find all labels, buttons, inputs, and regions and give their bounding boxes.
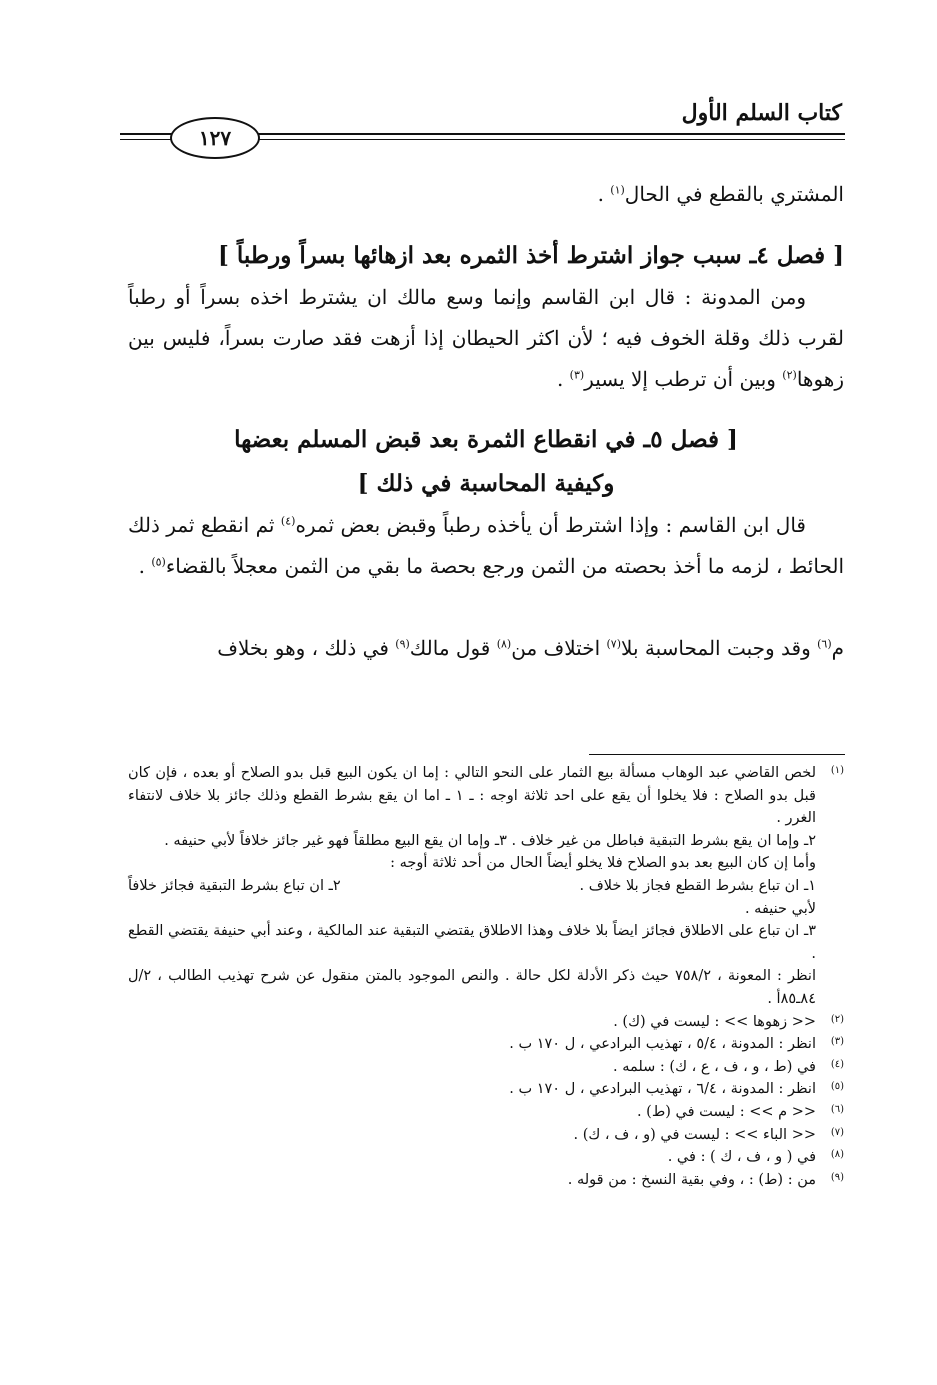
footnote-8: [128, 1146, 844, 1169]
footnote-number: (٧): [830, 1126, 844, 1138]
footnote-ref: (٦): [817, 637, 832, 651]
footnote-1-part-4: [128, 875, 844, 898]
footnote-text: لخص القاضي عبد الوهاب مسألة بيع الثمار على النحو التالي : إما ان يكون البيع قبل بدو الصلاح أو بعده ، فإن كان قبل بدو الصلاح : فلا يخلوا أن يقع على احد ثلاثة اوجه : ـ ١ ـ اما ان يقع بشرط القطع وذلك جائز بلا خلاف لانتفاء الغرر .: [128, 765, 816, 827]
chapter-heading-5: [128, 418, 844, 506]
footnote-number: (٦): [830, 1103, 844, 1115]
footnote-ref: (٥): [151, 555, 166, 569]
body-text: اختلاف من: [511, 636, 607, 660]
footnote-ref: (٨): [496, 637, 512, 651]
footnote-number: (٩): [830, 1171, 844, 1183]
body-text: .: [556, 367, 570, 391]
footnote-2: [128, 1011, 844, 1034]
footnote-5: [128, 1078, 844, 1101]
footnote-1-part-5: ٣ـ ان تباع على الاطلاق فجائز ايضاً بلا خلاف وهذا الاطلاق يقتضي التبقية عند المالكية ، وعند أبي حنيفة يقتضي القطع .: [128, 923, 816, 962]
paragraph-4: [128, 628, 844, 669]
footnote-ref: (٩): [395, 637, 410, 651]
footnote-ref: (٢): [782, 368, 797, 382]
chapter-heading-5-line1: [ فصل ٥ـ في انقطاع الثمرة بعد قبض المسلم بعضها: [234, 426, 738, 453]
footnote-number: (٨): [830, 1149, 844, 1161]
footnote-ref: (٧): [606, 637, 622, 651]
footnote-text: في (ط ، و ، ف ، ع ، ك) : سلمه .: [612, 1058, 816, 1075]
body-line-continuation: [128, 174, 844, 215]
paragraph-3: [128, 505, 844, 587]
footnote-text: << زهوها >> : ليست في (ك) .: [613, 1013, 816, 1030]
body-text: في ذلك ، وهو بخلاف: [217, 636, 396, 660]
footnote-number: (٣): [830, 1036, 844, 1048]
footnote-text: انظر : المدونة ، ٥/٤ ، تهذيب البرادعي ، ل ١٧٠ ب .: [509, 1036, 816, 1053]
footnote-number: (٥): [830, 1081, 844, 1093]
footnote-text: << الباء >> : ليست في (و ، ف ، ك) .: [573, 1126, 816, 1143]
chapter-heading-4: [ فصل ٤ـ سبب جواز اشترط أخذ الثمره بعد ازهائها بسراً ورطباً ]: [217, 242, 844, 269]
body-text: وبين أن ترطب إلا يسير: [584, 367, 783, 391]
footnote-1-item-1: ١ـ ان تباع بشرط القطع فجاز بلا خلاف .: [579, 877, 816, 894]
body-text: م: [831, 636, 844, 660]
footnote-text: من : (ط) : ، وفي بقية النسخ : من قوله .: [567, 1171, 816, 1188]
footnote-ref: (٤): [280, 514, 296, 528]
footnote-1: [128, 762, 844, 830]
footnotes: [128, 762, 844, 1191]
body-text: المشتري بالقطع في الحال: [624, 182, 844, 206]
running-title: كتاب السلم الأول: [681, 100, 842, 126]
footnote-number: (٤): [830, 1058, 844, 1070]
footnote-1-part-3: وأما إن كان البيع بعد بدو الصلاح فلا يخلو أيضاً الحال من أحد ثلاثة أوجه :: [390, 855, 816, 872]
footnote-1-item-2: ٢ـ ان تباع بشرط التبقية فجائز خلافاً: [128, 877, 341, 894]
body-text: .: [138, 554, 152, 578]
footnote-1-item-2-cont: لأبي حنيفه .: [744, 900, 816, 917]
footnote-4: [128, 1056, 844, 1079]
footnote-number: (١): [830, 765, 844, 776]
footnote-text: << م >> : ليست في (ط) .: [636, 1103, 816, 1120]
footnote-7: [128, 1124, 844, 1147]
footnote-text: انظر : المدونة ، ٦/٤ ، تهذيب البرادعي ، ل ١٧٠ ب .: [509, 1081, 816, 1098]
footnote-1-part-2: ٢ـ وإما ان يقع بشرط التبقية فباطل من غير خلاف . ٣ـ وإما ان يقع البيع مطلقاً فهو غير جائز خلافاً لأبي حنيفه .: [164, 832, 816, 849]
footnote-text: في ( و ، ف ، ك ) : في .: [667, 1149, 816, 1166]
footnote-ref: (٣): [569, 368, 585, 382]
footnote-ref: (١): [610, 183, 625, 197]
paragraph-2: [128, 277, 844, 400]
footnote-number: (٢): [830, 1013, 844, 1025]
page-number: ١٢٧: [170, 117, 260, 159]
footnote-1-part-6: انظر : المعونة ، ٧٥٨/٢ حيث ذكر الأدلة لكل حالة . والنص الموجود بالمتن منقول عن شرح تهذيب الطالب ، ٢/ل ٨٤ـ٨٥أ .: [128, 968, 816, 1007]
footnote-3: [128, 1033, 844, 1056]
body-text: ومن المدونة : قال ابن القاسم وإنما وسع مالك ان يشترط اخذه بسراً أو رطباً لقرب ذلك وقلة الخوف فيه ؛ لأن اكثر الحيطان إذا أزهت فقد صارت بسراً، فليس بين زهوها: [128, 285, 844, 391]
body-text: قال ابن القاسم : وإذا اشترط أن يأخذه رطباً وقبض بعض ثمره: [295, 513, 806, 537]
footnote-rule: [589, 754, 845, 755]
body-text: قول مالك: [409, 636, 497, 660]
footnote-9: [128, 1169, 844, 1192]
body-text: وقد وجبت المحاسبة بلا: [621, 636, 818, 660]
footnote-6: [128, 1101, 844, 1124]
chapter-heading-5-line2: وكيفية المحاسبة في ذلك ]: [357, 470, 615, 497]
body-text: ثم انقطع ثمر ذلك الحائط ، لزمه ما أخذ بحصته من الثمن ورجع بحصة ما بقي من الثمن معجلاً بالقضاء: [128, 513, 844, 578]
body-text: .: [597, 182, 611, 206]
